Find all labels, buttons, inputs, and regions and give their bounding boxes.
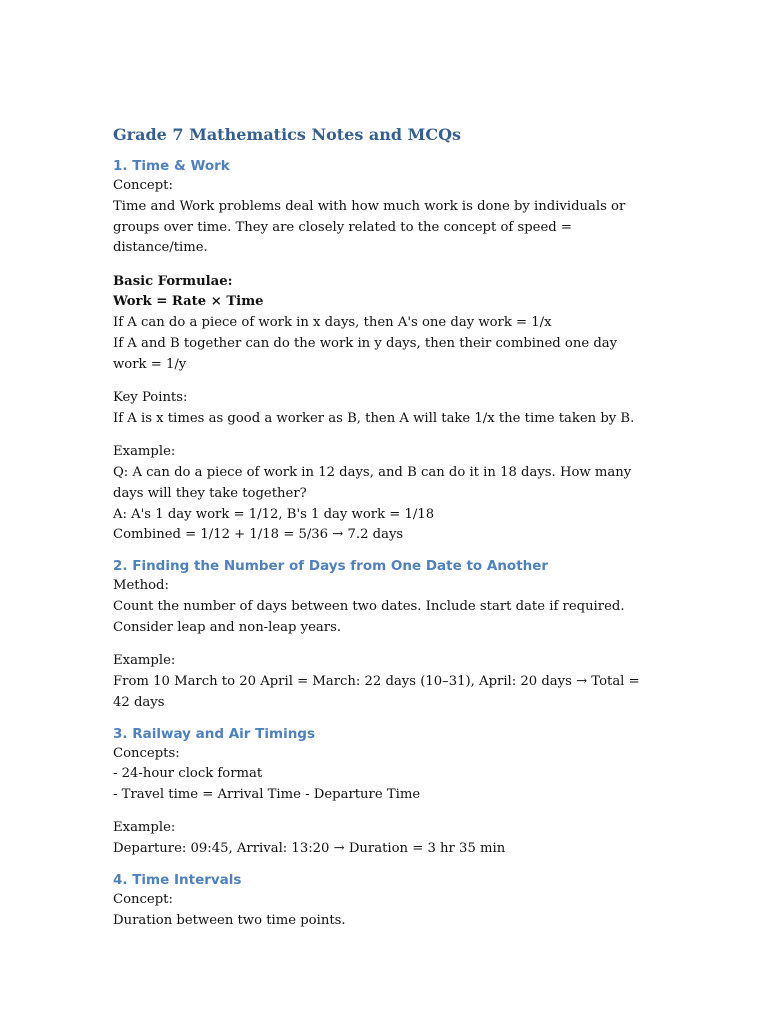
- example-answer: A: A's 1 day work = 1/12, B's 1 day work = 1/18: [113, 506, 435, 522]
- method-text: Count the number of days between two dates. Include start date if required. Consider leap and non-leap years.: [113, 599, 625, 635]
- formula-line: If A and B together can do the work in y days, then their combined one day work = 1/y: [113, 336, 618, 372]
- concept-label: Concept:: [113, 178, 173, 193]
- section-time-intervals: [113, 870, 653, 932]
- concepts-label: Concepts:: [113, 745, 180, 761]
- example-combined: Combined = 1/12 + 1/18 = 5/36 → 7.2 days: [113, 527, 404, 543]
- example-text: Departure: 09:45, Arrival: 13:20 → Duration = 3 hr 35 min: [113, 841, 506, 857]
- concept-text: Duration between two time points.: [113, 912, 346, 928]
- example-question: Q: A can do a piece of work in 12 days, and B can do it in 18 days. How many days will they take together?: [113, 465, 632, 501]
- concept-text: Time and Work problems deal with how much work is done by individuals or groups over time. They are closely related to the concept of speed = distance/time.: [113, 198, 626, 256]
- formula-main: Work = Rate × Time: [113, 294, 264, 310]
- example-label: Example:: [113, 653, 176, 669]
- section-railway-air-timings: [113, 724, 653, 860]
- section-heading: 2. Finding the Number of Days from One Date to Another: [113, 558, 549, 575]
- section-days-between-dates: [113, 556, 653, 713]
- keypoints-label: Key Points:: [113, 390, 188, 406]
- keypoint-text: If A is x times as good a worker as B, then A will take 1/x the time taken by B.: [113, 410, 635, 426]
- formulae-label: Basic Formulae:: [113, 273, 233, 289]
- concept-label: Concept:: [113, 892, 173, 908]
- document-page: [113, 124, 653, 932]
- example-label: Example:: [113, 444, 176, 460]
- section-heading: 1. Time & Work: [113, 158, 230, 174]
- formula-line: If A can do a piece of work in x days, then A's one day work = 1/x: [113, 315, 552, 331]
- section-time-and-work: [113, 156, 653, 546]
- concept-item: - Travel time = Arrival Time - Departure Time: [113, 787, 421, 803]
- section-heading: 4. Time Intervals: [113, 872, 242, 889]
- concept-item: - 24-hour clock format: [113, 766, 263, 782]
- example-text: From 10 March to 20 April = March: 22 days (10–31), April: 20 days → Total = 42 days: [113, 673, 640, 710]
- document-title: Grade 7 Mathematics Notes and MCQs: [113, 125, 462, 144]
- method-label: Method:: [113, 578, 169, 594]
- section-heading: 3. Railway and Air Timings: [113, 725, 316, 742]
- example-label: Example:: [113, 820, 176, 836]
